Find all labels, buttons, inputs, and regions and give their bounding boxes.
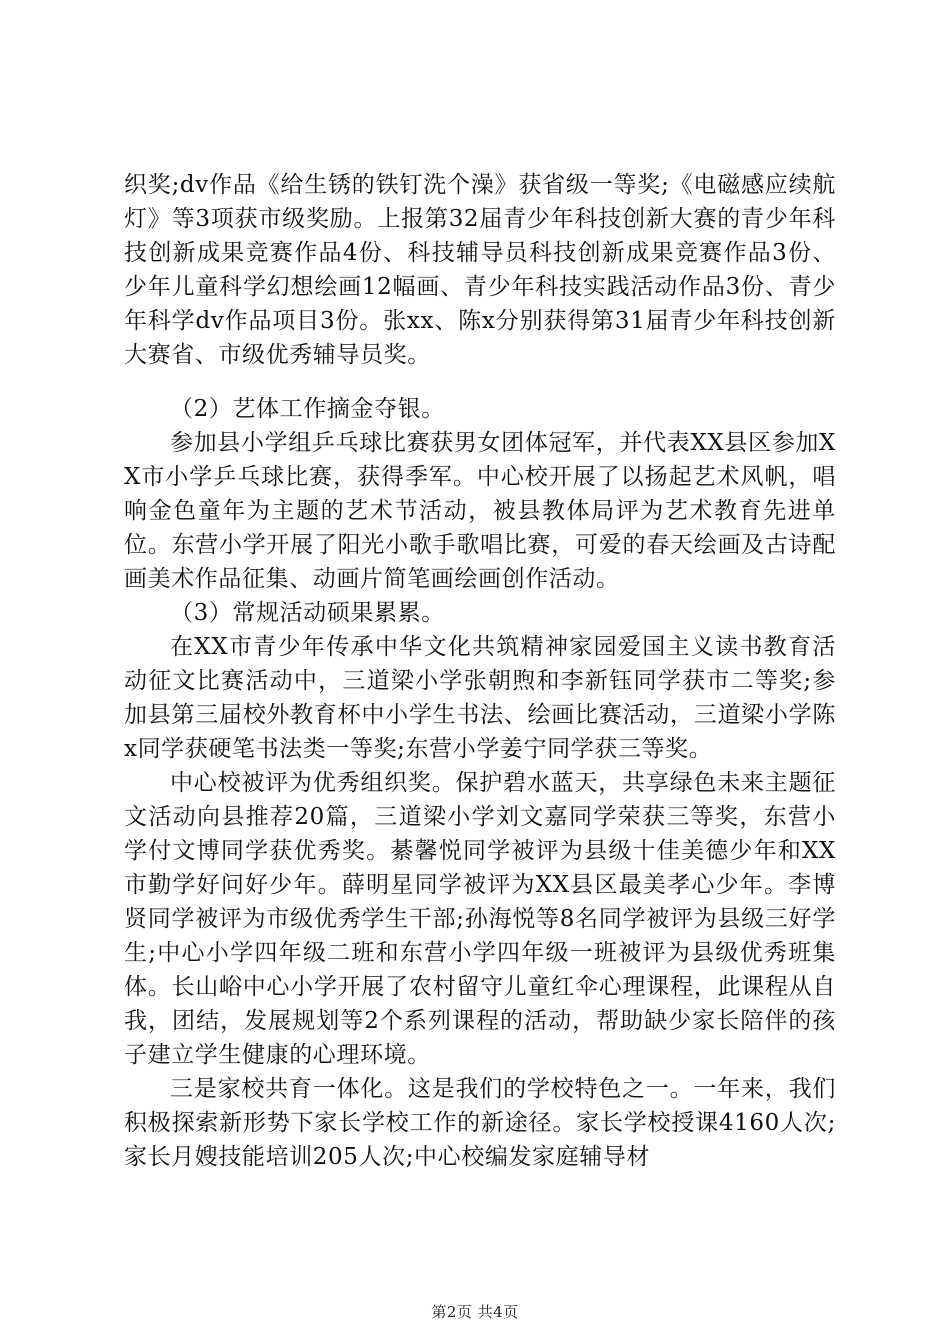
heading-routine-activities: （3）常规活动硕果累累。: [170, 600, 445, 626]
paragraph-honors: 中心校被评为优秀组织奖。保护碧水蓝天，共享绿色未来主题征文活动向县推荐20篇，三道梁小学刘文嘉同学荣获三等奖，东营小学付文博同学获优秀奖。綦馨悦同学被评为县级十佳美德少年和XX市勤学好问好少年。薛明星同学被评为XX县区最美孝心少年。李博贤同学被评为市级优秀学生干部;孙海悦等8名同学被评为县级三好学生;中心小学四年级二班和东营小学四年级一班被评为县级优秀班集体。长山峪中心小学开展了农村留守儿童红伞心理课程，此课程从自我，团结，发展规划等2个系列课程的活动，帮助缺少家长陪伴的孩子建立学生健康的心理环境。: [124, 770, 836, 1068]
document-body: [124, 168, 836, 1174]
paragraph-reading-essay: 在XX市青少年传承中华文化共筑精神家园爱国主义读书教育活动征文比赛活动中，三道梁小学张朝煦和李新钰同学获市二等奖;参加县第三届校外教育杯中小学生书法、绘画比赛活动，三道梁小学陈x同学获硬笔书法类一等奖;东营小学姜宁同学获三等奖。: [124, 634, 836, 762]
page-number-footer: 第2页 共4页: [431, 1303, 519, 1321]
paragraph-arts-sports: 参加县小学组乒乓球比赛获男女团体冠军，并代表XX县区参加XX市小学乒乓球比赛，获得季军。中心校开展了以扬起艺术风帆，唱响金色童年为主题的艺术节活动，被县教体局评为艺术教育先进单位。东营小学开展了阳光小歌手歌唱比赛，可爱的春天绘画及古诗配画美术作品征集、动画片简笔画绘画创作活动。: [124, 430, 836, 592]
heading-arts-sports: （2）艺体工作摘金夺银。: [170, 396, 445, 422]
paragraph-home-school: 三是家校共育一体化。这是我们的学校特色之一。一年来，我们积极探索新形势下家长学校工作的新途径。家长学校授课4160人次;家长月嫂技能培训205人次;中心校编发家庭辅导材: [124, 1076, 836, 1170]
paragraph-science-awards: 织奖;dv作品《给生锈的铁钉洗个澡》获省级一等奖;《电磁感应续航灯》等3项获市级奖励。上报第32届青少年科技创新大赛的青少年科技创新成果竞赛作品4份、科技辅导员科技创新成果竞赛作品3份、少年儿童科学幻想绘画12幅画、青少年科技实践活动作品3份、青少年科学dv作品项目3份。张xx、陈x分别获得第31届青少年科技创新大赛省、市级优秀辅导员奖。: [124, 172, 836, 368]
